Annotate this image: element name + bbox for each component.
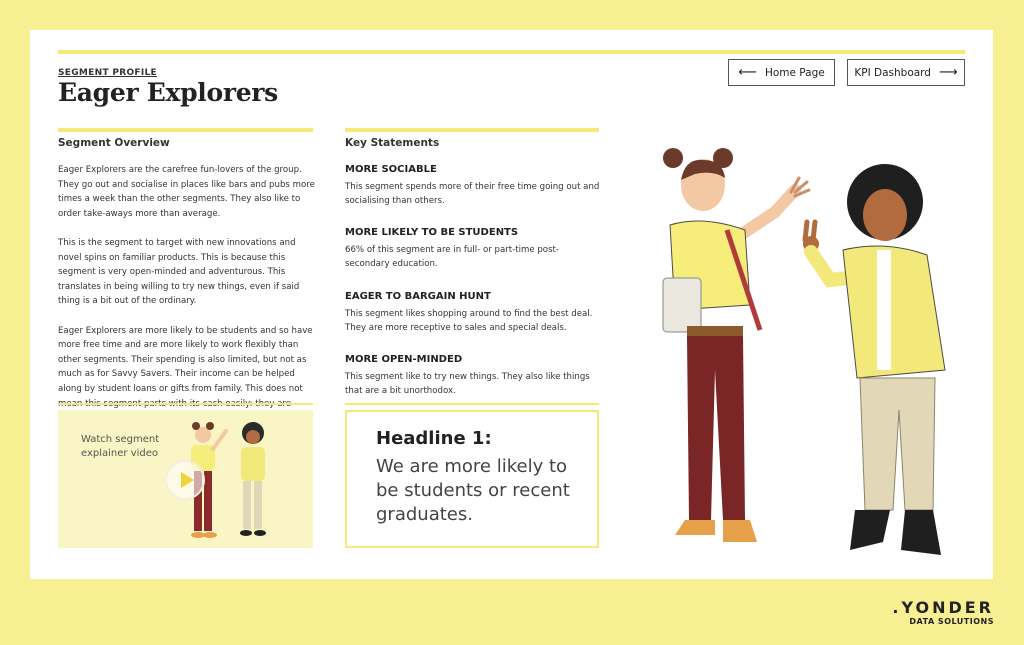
brand-name: .YONDER <box>892 598 994 617</box>
arrow-right-icon: ⟶ <box>938 65 958 80</box>
key-statement-body: This segment spends more of their free time going out and socialising than others. <box>345 182 600 206</box>
key-statements-divider <box>345 403 599 405</box>
overview-heading: Segment Overview <box>58 137 170 149</box>
key-statement <box>345 354 603 398</box>
key-statement <box>345 227 603 271</box>
home-page-button[interactable] <box>728 59 835 86</box>
headline-box <box>345 410 599 548</box>
overview-paragraph: Eager Explorers are more likely to be students and so have more free time and are more likely to work flexibly than other segments. Their spending is also limited, but not as much as for Savvy Savers. Their income can be helped along by student loans or gifts from family. This does not <box>58 325 313 394</box>
key-statements-accent-bar <box>345 128 599 132</box>
key-statement-body: This segment likes shopping around to find the best deal. They are more receptive to sales and special deals. <box>345 309 593 333</box>
kpi-dashboard-button[interactable] <box>847 59 965 86</box>
key-statement-body: 66% of this segment are in full- or part-time post-secondary education. <box>345 245 560 269</box>
key-statement-body: This segment like to try new things. They also like things that are a bit unorthodox. <box>345 372 590 396</box>
overview-divider <box>58 403 313 405</box>
key-statement <box>345 291 603 335</box>
segment-illustration <box>615 130 955 570</box>
arrow-left-icon: ⟵ <box>738 65 757 80</box>
key-statement <box>345 164 603 208</box>
girl-figure <box>663 148 809 542</box>
headline-title: Headline 1: <box>376 428 492 449</box>
profile-card <box>30 30 993 579</box>
key-statement-title: MORE LIKELY TO BE STUDENTS <box>345 227 519 238</box>
key-statement-title: MORE OPEN-MINDED <box>345 354 463 365</box>
overview-paragraph: Eager Explorers are the carefree fun-lovers of the group. They go out and socialise in places like bars and pubs more times a week than the other segments. They also like to order take-aways more than average. <box>58 165 315 219</box>
boy-figure <box>803 164 945 555</box>
key-statement-title: MORE SOCIABLE <box>345 164 437 175</box>
explainer-video-thumbnail[interactable] <box>58 410 313 548</box>
page-title: Eager Explorers <box>58 78 278 107</box>
yonder-logo <box>892 598 994 626</box>
headline-text: We are more likely to be students or recent graduates. <box>376 456 570 525</box>
key-statement-title: EAGER TO BARGAIN HUNT <box>345 291 491 302</box>
segment-profile-eyebrow: SEGMENT PROFILE <box>58 68 157 78</box>
overview-paragraph: This is the segment to target with new innovations and novel spins on familiar products. This is because this segment is very open-minded and adventurous. This translates in being willing to try new things, even if said thing is a bit out of the ordinary. <box>58 237 300 307</box>
top-accent-bar <box>58 50 965 54</box>
kpi-dashboard-label: KPI Dashboard <box>854 66 931 79</box>
video-label: Watch segment explainer video <box>81 434 160 459</box>
key-statements-heading: Key Statements <box>345 137 440 149</box>
home-page-label: Home Page <box>764 66 825 79</box>
brand-subtitle: DATA SOLUTIONS <box>909 617 994 626</box>
play-icon[interactable] <box>165 460 205 500</box>
overview-accent-bar <box>58 128 313 132</box>
